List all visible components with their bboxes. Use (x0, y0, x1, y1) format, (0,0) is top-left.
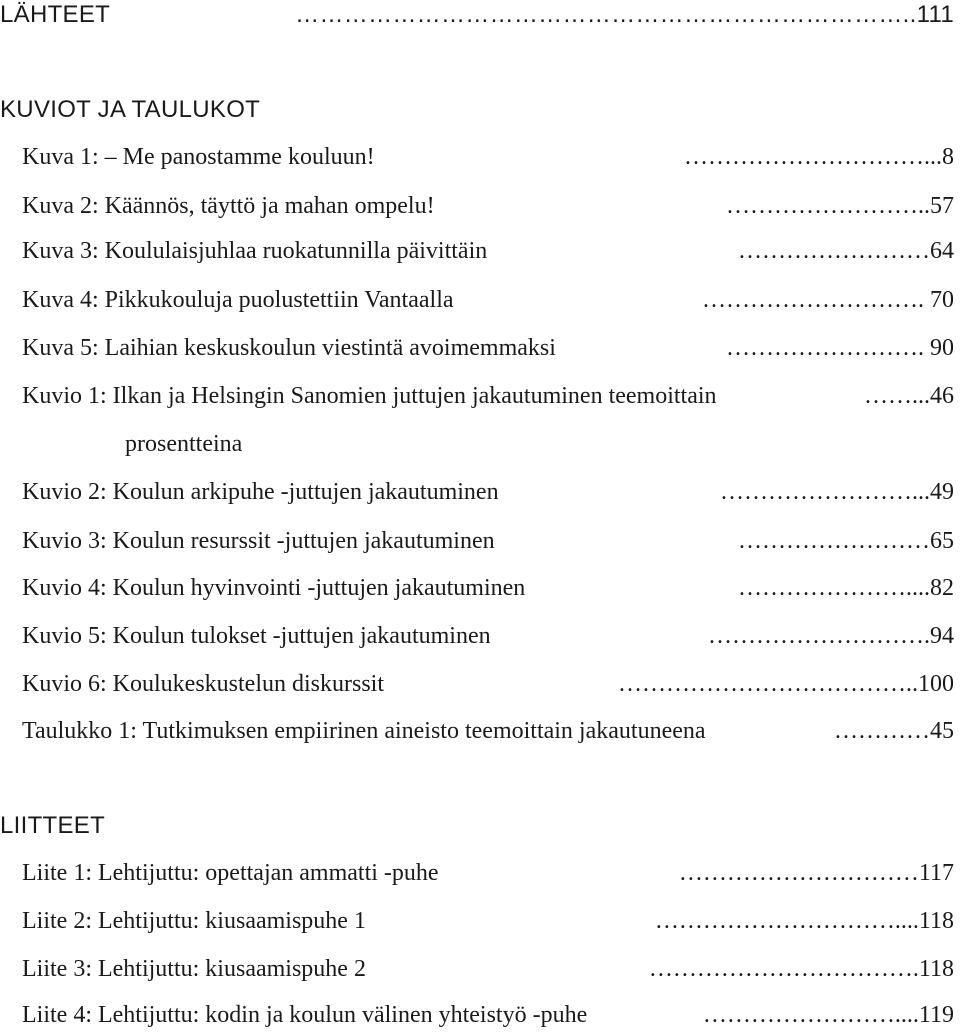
toc-entry (22, 328, 954, 368)
toc-page-number: 64 (930, 238, 954, 264)
toc-entry (22, 280, 954, 320)
toc-leader: ………………………………. (618, 671, 912, 697)
toc-label: Kuvio 1: Ilkan ja Helsingin Sanomien juttujen jakautuminen teemoittain (22, 383, 717, 409)
toc-label: Kuvio 5: Koulun tulokset -juttujen jakautuminen (22, 623, 491, 649)
toc-entry (22, 664, 954, 704)
toc-leader: ………………………….. (684, 144, 936, 170)
toc-entry (22, 186, 954, 226)
toc-label: Kuva 4: Pikkukouluja puolustettiin Vantaalla (22, 287, 454, 313)
toc-page-number: ...118 (900, 908, 954, 934)
toc-leader: …………………………………………………………………. (295, 1, 910, 28)
toc-page-number: .100 (912, 671, 954, 697)
toc-leader: ……………………… (708, 623, 924, 649)
toc-page-number: . 90 (918, 335, 954, 361)
toc-leader: …………………………. (654, 908, 901, 934)
toc-leader: ……………………… (702, 287, 918, 313)
toc-entry (22, 616, 954, 656)
toc-entry (22, 568, 954, 608)
toc-label: Kuva 1: – Me panostamme kouluun! (22, 144, 375, 170)
toc-entry-lahteet (0, 0, 954, 35)
toc-entry (22, 472, 954, 512)
toc-entry (22, 376, 954, 416)
toc-entry (22, 853, 954, 893)
toc-page-number: . 70 (918, 287, 954, 313)
toc-page-number: ..46 (918, 383, 954, 409)
toc-label: Kuvio 6: Koulukeskustelun diskurssit (22, 671, 385, 697)
toc-leader: …………………… (726, 193, 918, 219)
toc-label: Kuvio 4: Koulun hyvinvointi -juttujen jakautuminen (22, 575, 526, 601)
toc-leader: ………… (834, 718, 930, 744)
toc-entry (22, 901, 954, 941)
toc-page-number: .8 (936, 144, 954, 170)
toc-label: Liite 2: Lehtijuttu: kiusaamispuhe 1 (22, 908, 366, 934)
toc-entry (22, 231, 954, 271)
toc-page-number: 45 (930, 718, 954, 744)
toc-page-number: .111 (909, 1, 954, 28)
toc-label: Kuva 2: Käännös, täyttö ja mahan ompelu! (22, 193, 435, 219)
toc-entry (22, 949, 954, 989)
section-heading-liitteet: LIITTEET (0, 812, 106, 839)
toc-page-number: 65 (930, 528, 954, 554)
toc-entry (22, 995, 954, 1035)
toc-entry (22, 711, 954, 751)
toc-page-number: 118 (918, 956, 954, 982)
toc-label: Kuvio 2: Koulun arkipuhe -juttujen jakautuminen (22, 479, 499, 505)
toc-leader: ……………………………. (648, 956, 919, 982)
toc-leader: ……. (864, 383, 918, 409)
toc-leader: …………………. (738, 575, 912, 601)
toc-label: Taulukko 1: Tutkimuksen empiirinen aineisto teemoittain jakautuneena (22, 718, 706, 744)
toc-label-continuation: prosentteina (125, 431, 243, 457)
toc-page-number: ..57 (918, 193, 954, 219)
toc-leader: …………………… (738, 528, 930, 554)
toc-leader: …………………… (738, 238, 930, 264)
toc-label: Kuvio 3: Koulun resurssit -juttujen jakautuminen (22, 528, 495, 554)
toc-leader: ………………………… (678, 860, 919, 886)
toc-leader: …………………… (726, 335, 918, 361)
toc-label: Kuva 5: Laihian keskuskoulun viestintä avoimemmaksi (22, 335, 556, 361)
toc-label: Liite 4: Lehtijuttu: kodin ja koulun välinen yhteistyö -puhe (22, 1002, 588, 1028)
toc-label: Liite 1: Lehtijuttu: opettajan ammatti -puhe (22, 860, 439, 886)
toc-page-number: 49 (930, 479, 954, 505)
toc-page-number: .94 (924, 623, 954, 649)
section-heading-kuviot: KUVIOT JA TAULUKOT (0, 96, 261, 123)
toc-page-number: ...119 (900, 1002, 954, 1028)
toc-entry (22, 521, 954, 561)
toc-label: LÄHTEET (0, 1, 111, 28)
toc-page-number: ...82 (912, 575, 954, 601)
toc-leader: ……………………... (720, 479, 930, 505)
toc-page-number: 117 (918, 860, 954, 886)
toc-entry (22, 137, 954, 177)
toc-label: Liite 3: Lehtijuttu: kiusaamispuhe 2 (22, 956, 366, 982)
toc-leader: ……………………. (702, 1002, 901, 1028)
toc-label: Kuva 3: Koululaisjuhlaa ruokatunnilla päivittäin (22, 238, 488, 264)
